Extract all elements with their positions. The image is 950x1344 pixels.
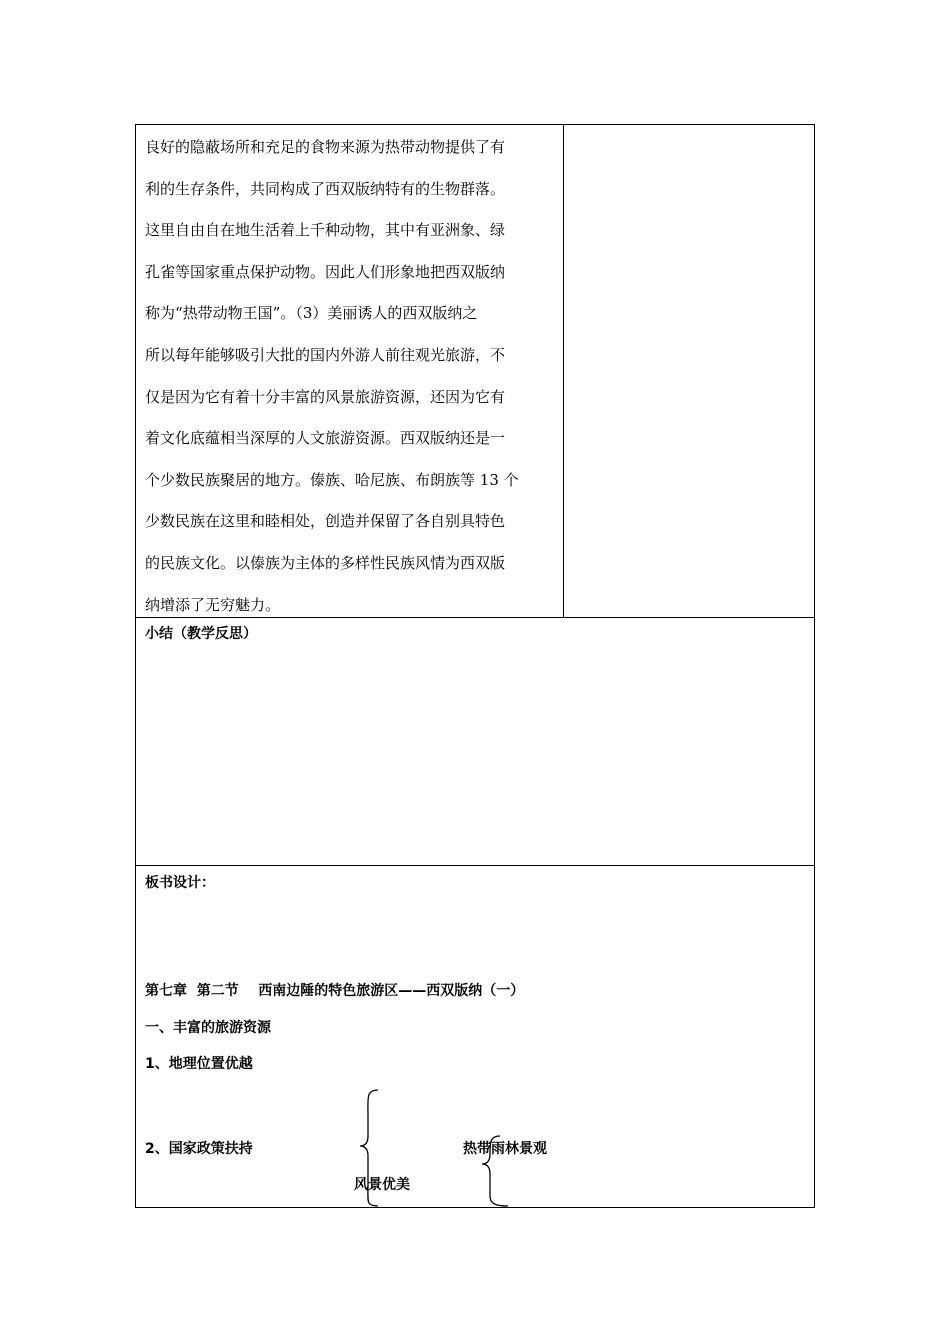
summary-heading: 小结（教学反思） <box>145 626 257 642</box>
rainforest-label: 热带雨林景观 <box>463 1141 547 1157</box>
text-line: 的民族文化。以傣族为主体的多样性民族风情为西双版 <box>145 553 506 572</box>
right-brace-icon <box>478 1134 512 1208</box>
text-line: 着文化底蕴相当深厚的人文旅游资源。西双版纳还是一 <box>145 429 506 448</box>
scenery-label: 风景优美 <box>354 1177 410 1193</box>
section-heading: 一、丰富的旅游资源 <box>145 1020 271 1036</box>
text-line: 孔雀等国家重点保护动物。因此人们形象地把西双版纳 <box>145 262 506 281</box>
text-line: 所以每年能够吸引大批的国内外游人前往观光旅游，不 <box>145 345 506 364</box>
lesson-paragraph <box>145 127 557 626</box>
text-line: 称为“热带动物王国”。（3）美丽诱人的西双版纳之 <box>145 304 478 323</box>
text-line: 仅是因为它有着十分丰富的风景旅游资源，还因为它有 <box>145 387 506 406</box>
text-line: 良好的隐蔽场所和充足的食物来源为热带动物提供了有 <box>145 138 506 156</box>
text-line: 这里自由自在地生活着上千种动物，其中有亚洲象、绿 <box>145 221 506 240</box>
text-line: 纳增添了无穷魅力。 <box>145 595 281 614</box>
content-row <box>136 125 814 618</box>
board-design-row <box>136 866 814 1207</box>
text-line: 少数民族在这里和睦相处，创造并保留了各自别具特色 <box>145 512 506 531</box>
outline-item: 2、国家政策扶持 <box>145 1141 253 1157</box>
outline-item: 1、地理位置优越 <box>145 1056 253 1072</box>
column-divider <box>563 125 564 617</box>
board-heading: 板书设计： <box>145 875 215 891</box>
left-brace-icon <box>358 1088 388 1208</box>
text-line: 利的生存条件，共同构成了西双版纳特有的生物群落。 <box>145 179 506 198</box>
summary-row <box>136 617 814 866</box>
text-line: 个少数民族聚居的地方。傣族、哈尼族、布朗族等 13 个 <box>145 470 519 489</box>
chapter-title: 第七章 第二节 西南边陲的特色旅游区——西双版纳（一） <box>145 983 525 999</box>
lesson-plan-table <box>135 124 815 1208</box>
